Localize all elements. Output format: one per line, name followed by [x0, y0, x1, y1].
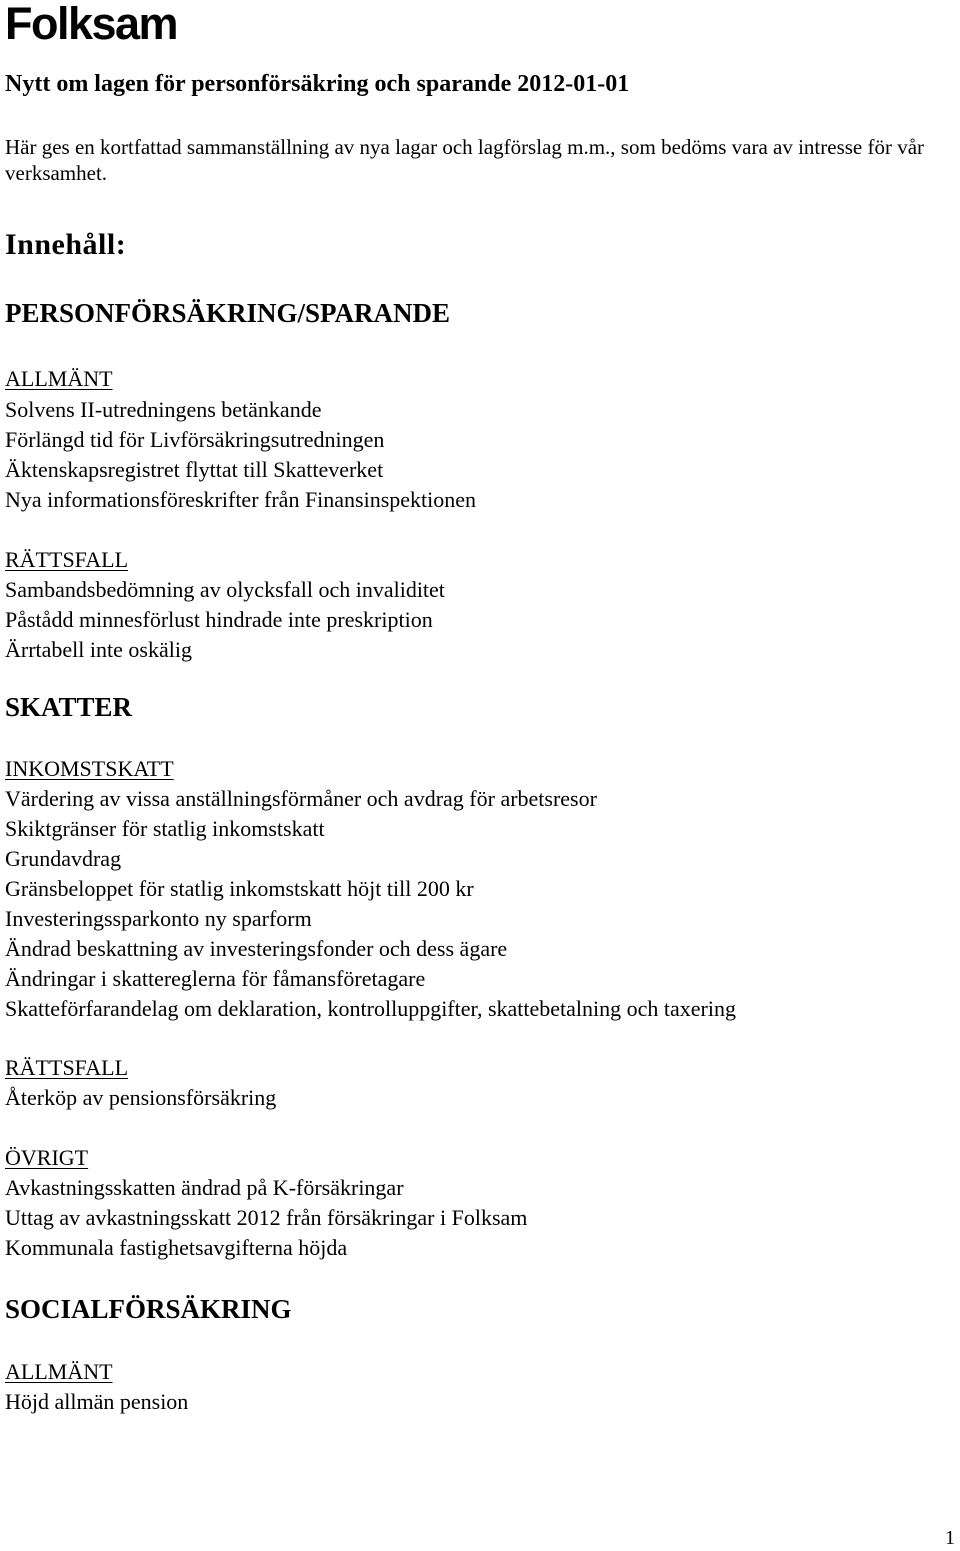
subsection-heading-rattsfall: RÄTTSFALL	[5, 1055, 129, 1080]
toc-item: Solvens II-utredningens betänkande	[5, 397, 322, 422]
brand-logo: Folksam	[5, 0, 178, 49]
toc-item: Sambandsbedömning av olycksfall och invaliditet	[5, 577, 445, 602]
toc-item: Värdering av vissa anställningsförmåner och avdrag för arbetsresor	[5, 786, 597, 811]
toc-item: Ärrtabell inte oskälig	[5, 637, 192, 662]
subsection-heading-allmant: ALLMÄNT	[5, 1359, 113, 1384]
subsection-heading-allmant: ALLMÄNT	[5, 366, 113, 391]
toc-item: Äktenskapsregistret flyttat till Skatteverket	[5, 457, 384, 482]
section-heading-skatter: SKATTER	[5, 692, 133, 722]
toc-item: Skiktgränser för statlig inkomstskatt	[5, 816, 325, 841]
toc-item: Påstådd minnesförlust hindrade inte preskription	[5, 607, 433, 632]
subsection-heading-rattsfall: RÄTTSFALL	[5, 547, 129, 572]
toc-item: Ändringar i skattereglerna för fåmansföretagare	[5, 966, 426, 991]
toc-item: Grundavdrag	[5, 846, 122, 871]
toc-item: Förlängd tid för Livförsäkringsutredningen	[5, 427, 385, 452]
section-heading-personforsakring: PERSONFÖRSÄKRING/SPARANDE	[5, 298, 451, 328]
toc-item: Skatteförfarandelag om deklaration, kontrolluppgifter, skattebetalning och taxering	[5, 996, 736, 1021]
toc-item: Investeringssparkonto ny sparform	[5, 906, 312, 931]
toc-item: Återköp av pensionsförsäkring	[5, 1085, 277, 1110]
subsection-heading-ovrigt: ÖVRIGT	[5, 1145, 89, 1170]
toc-item: Gränsbeloppet för statlig inkomstskatt höjt till 200 kr	[5, 876, 474, 901]
intro-paragraph: Här ges en kortfattad sammanställning av nya lagar och lagförslag m.m., som bedöms vara av intresse för vår verksamhet.	[5, 135, 925, 185]
section-heading-socialforsakring: SOCIALFÖRSÄKRING	[5, 1294, 292, 1324]
toc-item: Höjd allmän pension	[5, 1389, 189, 1414]
toc-item: Avkastningsskatten ändrad på K-försäkringar	[5, 1175, 404, 1200]
subsection-heading-inkomstskatt: INKOMSTSKATT	[5, 756, 174, 781]
toc-item: Kommunala fastighetsavgifterna höjda	[5, 1235, 348, 1260]
toc-item: Ändrad beskattning av investeringsfonder och dess ägare	[5, 936, 508, 961]
document-title: Nytt om lagen för personförsäkring och sparande 2012-01-01	[5, 71, 630, 97]
toc-item: Nya informationsföreskrifter från Finansinspektionen	[5, 487, 477, 512]
toc-heading: Innehåll:	[5, 228, 127, 261]
toc-item: Uttag av avkastningsskatt 2012 från försäkringar i Folksam	[5, 1205, 528, 1230]
page-number: 1	[945, 1527, 955, 1549]
